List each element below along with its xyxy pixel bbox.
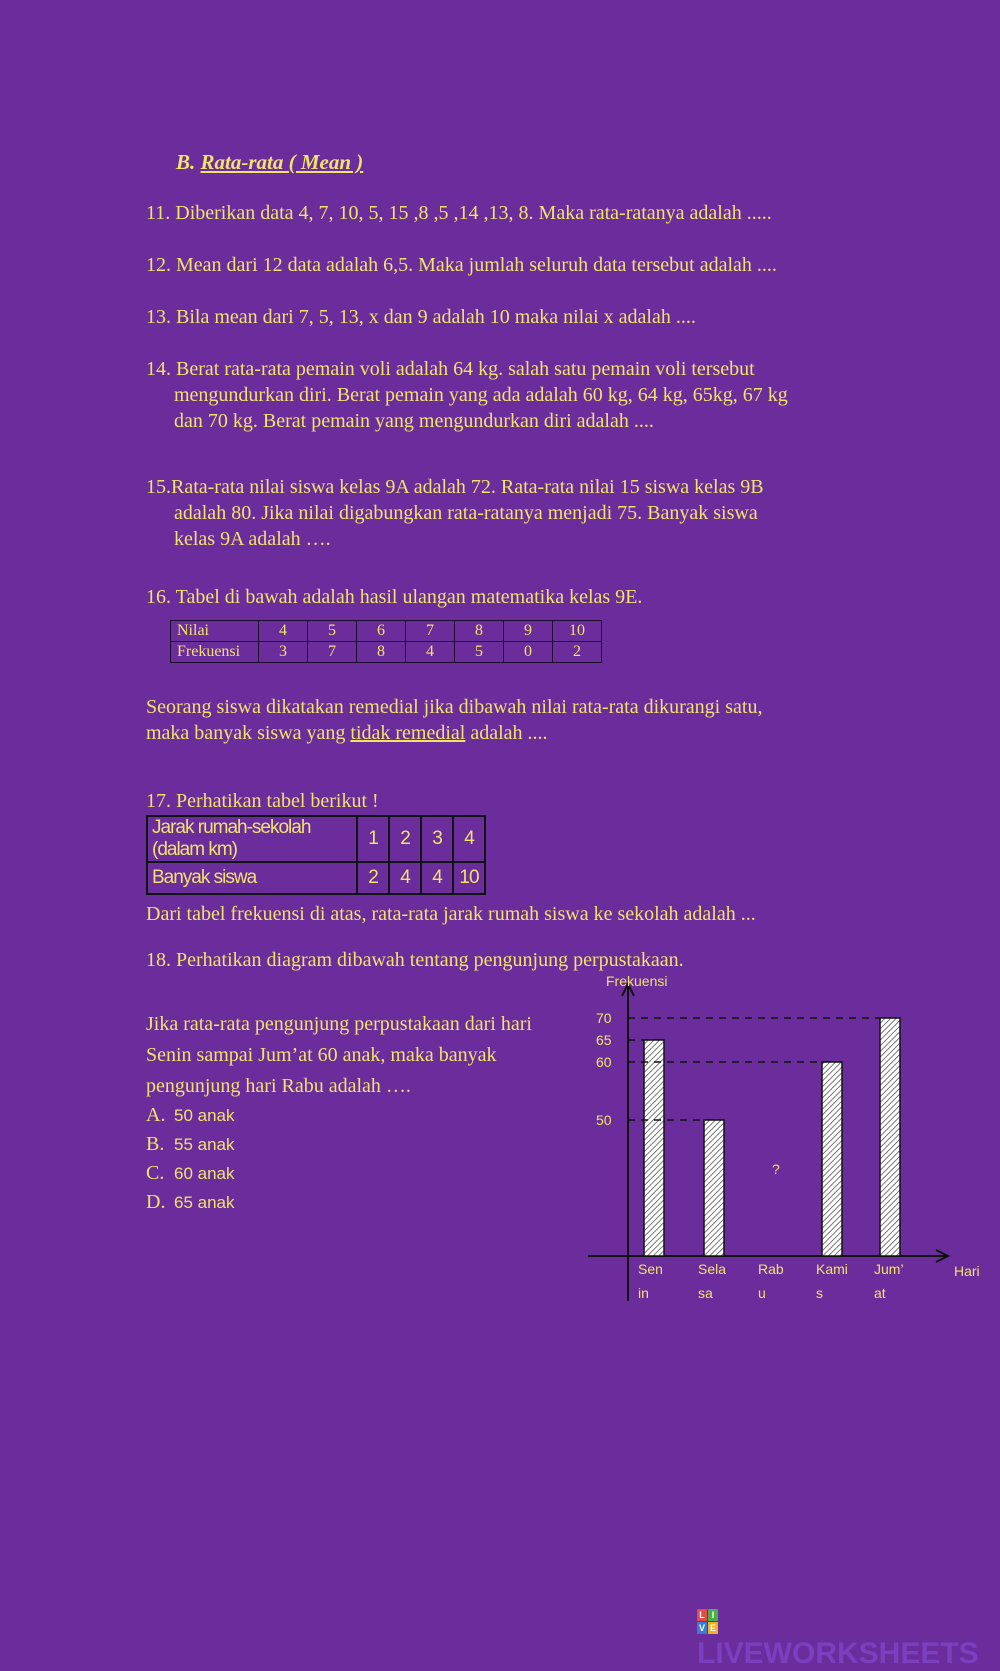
table-cell: 4 — [259, 621, 308, 642]
logo-icon — [697, 1609, 718, 1634]
x-tick-label: Kami — [816, 1261, 848, 1277]
table-row — [171, 621, 602, 642]
question-18-body — [146, 1009, 532, 1102]
bar — [704, 1120, 724, 1256]
option-letter: C. — [146, 1162, 165, 1184]
table-cell: 4 — [406, 642, 455, 663]
logo-icon-letter: L — [697, 1609, 707, 1621]
option-value: 55 anak — [174, 1135, 235, 1154]
option-b[interactable] — [146, 1130, 235, 1159]
table-row — [147, 862, 485, 894]
question-16-line2-pre: maka banyak siswa yang — [146, 722, 351, 744]
chart-plot — [588, 973, 980, 1301]
section-title — [176, 150, 363, 175]
table-cell: Nilai — [171, 621, 259, 642]
y-tick-label: 50 — [596, 1112, 612, 1128]
option-value: 60 anak — [174, 1164, 235, 1183]
table-cell: 0 — [504, 642, 553, 663]
section-letter: B. — [176, 150, 196, 174]
question-18-line1: Jika rata-rata pengunjung perpustakaan dari hari — [146, 1013, 532, 1035]
table-row — [171, 642, 602, 663]
x-tick-label: Sela — [698, 1261, 727, 1277]
answer-options — [146, 1101, 235, 1217]
liveworksheets-logo — [697, 1603, 1000, 1671]
x-tick-label: Jum’ — [874, 1261, 904, 1277]
table-cell: 7 — [406, 621, 455, 642]
question-13: 13. Bila mean dari 7, 5, 13, x dan 9 adalah 10 maka nilai x adalah .... — [146, 306, 696, 328]
table-cell: 4 — [453, 816, 485, 862]
table-cell: 9 — [504, 621, 553, 642]
table-cell: Frekuensi — [171, 642, 259, 663]
question-18-line2: Senin sampai Jum’at 60 anak, maka banyak — [146, 1044, 497, 1066]
visitors-chart — [580, 972, 1000, 1312]
logo-icon-letter: V — [698, 1622, 705, 1633]
x-tick-label: in — [638, 1285, 649, 1301]
table-cell: 8 — [357, 642, 406, 663]
question-15-line2: adalah 80. Jika nilai digabungkan rata-ratanya menjadi 75. Banyak siswa — [174, 502, 758, 524]
table-cell: 3 — [421, 816, 453, 862]
question-16-line2 — [146, 720, 762, 746]
question-14-line1: 14. Berat rata-rata pemain voli adalah 64 kg. salah satu pemain voli tersebut — [146, 358, 755, 380]
section-title-text: Rata-rata ( Mean ) — [200, 150, 364, 174]
y-tick-label: 65 — [596, 1032, 612, 1048]
option-letter: A. — [146, 1104, 166, 1126]
question-17: 17. Perhatikan tabel berikut ! — [146, 790, 379, 812]
question-15 — [146, 474, 764, 552]
table-cell: 2 — [553, 642, 602, 663]
x-tick-label: sa — [698, 1285, 713, 1301]
table-row — [147, 816, 485, 862]
option-c[interactable] — [146, 1159, 235, 1188]
table-cell: 10 — [553, 621, 602, 642]
option-value: 50 anak — [174, 1106, 235, 1125]
table-cell: 5 — [308, 621, 357, 642]
distance-table — [146, 815, 486, 895]
question-15-line3: kelas 9A adalah …. — [174, 528, 331, 550]
option-letter: D. — [146, 1191, 166, 1213]
bar — [822, 1062, 842, 1256]
question-16-line2-post: adalah .... — [465, 722, 548, 744]
question-11: 11. Diberikan data 4, 7, 10, 5, 15 ,8 ,5 ,14 ,13, 8. Maka rata-ratanya adalah ..... — [146, 202, 772, 224]
logo-icon-letter: I — [708, 1609, 718, 1621]
question-15-line1: 15.Rata-rata nilai siswa kelas 9A adalah 72. Rata-rata nilai 15 siswa kelas 9B — [146, 476, 764, 498]
bar — [644, 1040, 664, 1256]
table-cell: 7 — [308, 642, 357, 663]
question-12: 12. Mean dari 12 data adalah 6,5. Maka jumlah seluruh data tersebut adalah .... — [146, 254, 777, 276]
logo-icon-letter: E — [709, 1622, 716, 1633]
y-tick-label: 70 — [596, 1010, 612, 1026]
x-tick-label: s — [816, 1285, 823, 1301]
logo-text: LIVEWORKSHEETS — [697, 1637, 979, 1670]
table-cell: Jarak rumah-sekolah (dalam km) — [147, 816, 357, 862]
bar — [880, 1018, 900, 1256]
question-16-line1: Seorang siswa dikatakan remedial jika dibawah nilai rata-rata dikurangi satu, — [146, 696, 763, 718]
question-16-followup — [146, 694, 762, 746]
x-tick-label: at — [874, 1285, 886, 1301]
table-cell: Banyak siswa — [147, 862, 357, 894]
question-14-line2: mengundurkan diri. Berat pemain yang ada adalah 60 kg, 64 kg, 65kg, 67 kg — [174, 384, 788, 406]
x-axis-label: Hari — [954, 1263, 980, 1279]
x-tick-label: u — [758, 1285, 766, 1301]
y-axis-label: Frekuensi — [606, 973, 668, 989]
table-cell: 8 — [455, 621, 504, 642]
table-cell: 6 — [357, 621, 406, 642]
y-tick-label: 60 — [596, 1054, 612, 1070]
option-letter: B. — [146, 1133, 165, 1155]
question-18: 18. Perhatikan diagram dibawah tentang pengunjung perpustakaan. — [146, 949, 684, 971]
table-cell: 1 — [357, 816, 389, 862]
table-cell: 3 — [259, 642, 308, 663]
table-cell: 4 — [421, 862, 453, 894]
question-16: 16. Tabel di bawah adalah hasil ulangan matematika kelas 9E. — [146, 586, 643, 608]
option-d[interactable] — [146, 1188, 235, 1217]
x-tick-label: Rab — [758, 1261, 784, 1277]
table-cell: 5 — [455, 642, 504, 663]
question-16-underlined: tidak remedial — [350, 722, 466, 744]
unknown-value-label: ? — [772, 1161, 780, 1177]
question-17-followup: Dari tabel frekuensi di atas, rata-rata jarak rumah siswa ke sekolah adalah ... — [146, 903, 756, 925]
table-cell: 10 — [453, 862, 485, 894]
x-tick-label: Sen — [638, 1261, 663, 1277]
question-14 — [146, 356, 788, 434]
option-value: 65 anak — [174, 1193, 235, 1212]
question-14-line3: dan 70 kg. Berat pemain yang mengundurkan diri adalah .... — [174, 410, 654, 432]
grades-table — [170, 620, 602, 663]
table-cell: 2 — [389, 816, 421, 862]
option-a[interactable] — [146, 1101, 235, 1130]
table-cell: 4 — [389, 862, 421, 894]
question-18-line3: pengunjung hari Rabu adalah …. — [146, 1075, 411, 1097]
table-cell: 2 — [357, 862, 389, 894]
